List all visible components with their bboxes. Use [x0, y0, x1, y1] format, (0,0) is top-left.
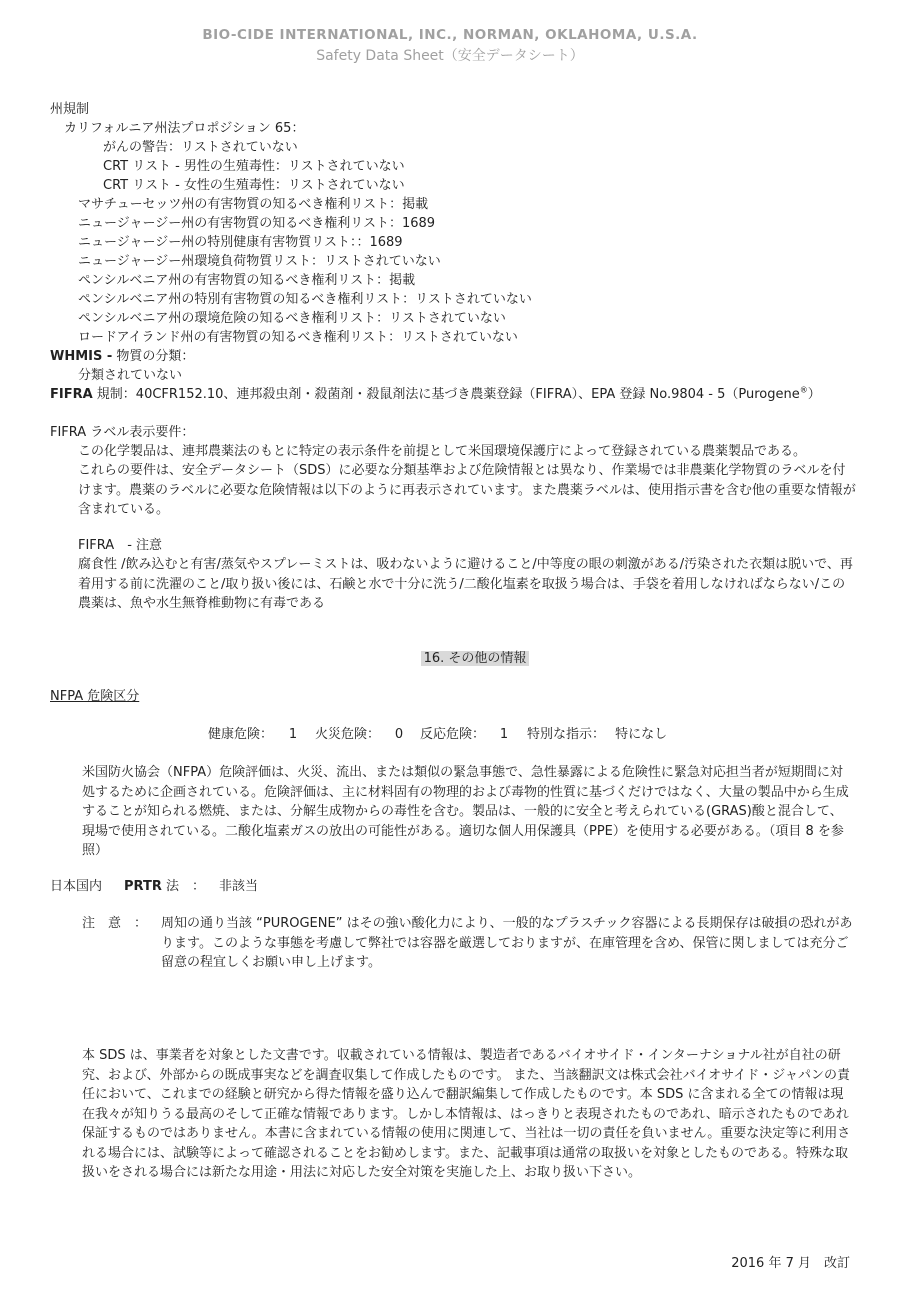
health-hazard-label: 健康危険：: [208, 727, 274, 742]
nfpa-ratings: [208, 725, 667, 744]
fifra-close: ）: [807, 387, 821, 402]
document-title: Safety Data Sheet（安全データシート）: [316, 48, 584, 64]
section-16-title: 16. その他の情報: [421, 651, 530, 666]
note-label: 注 意 ：: [82, 916, 148, 931]
reactivity-hazard-value: 1: [499, 727, 509, 742]
company-header: BIO-CIDE INTERNATIONAL, INC., NORMAN, OKLAHOMA, U.S.A.: [202, 27, 698, 43]
registered-mark: ®: [799, 385, 808, 395]
nfpa-description: 米国防火協会（NFPA）危険評価は、火災、流出、または類似の緊急事態で、急性暴露による危険性に緊急対応担当者が短期間に対処するために企画されている。危険評価は、主に材料固有の物理的および毒物的性質に基づくだけではなく、大量の製品中から生成することが知られる燃焼、または、分解生成物からの毒性を含む。製品は、一般的に安全と考えられている(GRAS)酸と混合して、現場で使用されている。二酸化塩素ガスの放出の可能性がある。適切な個人用保護具（PPE）を使用する必要がある。（項目 8 を参照）: [82, 765, 849, 858]
massachusetts-line: マサチューセッツ州の有害物質の知るべき権利リスト：掲載: [78, 197, 429, 212]
revision-date: 2016 年 7 月 改訂: [731, 1256, 850, 1271]
disclaimer-text: 本 SDS は、事業者を対象とした文書です。収載されている情報は、製造者であるバイオサイド・インターナショナル社が自社の研究、および、外部からの既成事実などを調査収集して作成したものです。 また、当該翻訳文は株式会社バイオサイド・ジャパンの責任において、これまでの経験と研究から得た情報を盛り込んで翻訳編集して作成したものです。本 SDS に含まれる全ての情報は現在我々が知りうる最高のそして正確な情報であります。しかし本情報は、はっきりと表現されたものであれ、暗示されたものであれ保証するものではありません。本書に含まれている情報の使用に関連して、当社は一切の責任を負いません。重要な決定等に利用される場合には、試験等によって確認されることをお勧めします。また、記載事項は通常の取扱いを対象としたものである。特殊な取扱いをされる場合には新たな用途・用法に対応した安全対策を実施した上、お取り扱い下さい。: [82, 1048, 851, 1180]
whmis-value: 分類されていない: [78, 368, 183, 383]
prtr-value: 非該当: [219, 879, 259, 894]
fifra-label-paragraph-1: この化学製品は、連邦農薬法のもとに特定の表示条件を前提として米国環境保護庁によって登録されている農薬製品である。: [78, 444, 807, 459]
special-instruction-label: 特別な指示：: [527, 727, 606, 742]
prtr-law: 法 ：: [161, 879, 205, 894]
new-jersey-line-1: ニュージャージー州の有害物質の知るべき権利リスト：1689: [78, 216, 436, 231]
state-regs-heading: 州規制: [50, 102, 90, 117]
fire-hazard-value: 0: [394, 727, 404, 742]
crt-male-line: CRT リスト - 男性の生殖毒性：リストされていない: [103, 159, 405, 174]
fifra-caution-text: 腐食性 /飲み込むと有害/蒸気やスプレーミストは、吸わないように避けること/中等度の眼の刺激がある/汚染された衣類は脱いで、再着用する前に洗濯のこと/取り扱い後には、石鹸と水で十分に洗う/二酸化塩素を取扱う場合は、手袋を着用しなければならない/この農薬は、魚や水生無脊椎動物に有毒である: [78, 557, 853, 611]
new-jersey-line-3: ニュージャージー州環境負荷物質リスト：リストされていない: [78, 254, 441, 269]
whmis-line: [50, 347, 194, 366]
fifra-caution-heading: FIFRA - 注意: [78, 538, 163, 553]
fifra-label-paragraph-2: これらの要件は、安全データシート（SDS）に必要な分類基準および危険情報とは異なり、作業場では非農薬化学物質のラベルを付けます。農薬のラベルに必要な危険情報は以下のように再表示されています。また農薬ラベルは、使用指示書を含む他の重要な情報が含まれている。: [78, 463, 856, 517]
special-instruction-value: 特になし: [615, 727, 668, 742]
prtr-label: PRTR: [124, 879, 162, 894]
new-jersey-line-2: ニュージャージー州の特別健康有害物質リスト：：1689: [78, 235, 403, 250]
whmis-label: WHMIS -: [50, 349, 113, 364]
whmis-text: 物質の分類：: [112, 349, 195, 364]
fire-hazard-label: 火災危険：: [315, 727, 381, 742]
nfpa-heading: NFPA 危険区分: [50, 689, 140, 704]
fifra-text: 規制：40CFR152.10、連邦殺虫剤・殺菌剤・殺鼠剤法に基づき農薬登録（FIFRA）、EPA 登録 No.9804 - 5（Purogene: [92, 387, 800, 402]
fifra-label: FIFRA: [50, 387, 93, 402]
fifra-label-heading: FIFRA ラベル表示要件：: [50, 425, 195, 440]
prop65-line: カリフォルニア州法プロポジション 65：: [64, 121, 305, 136]
rhode-island-line: ロードアイランド州の有害物質の知るべき権利リスト：リストされていない: [78, 330, 518, 345]
reactivity-hazard-label: 反応危険：: [420, 727, 486, 742]
pennsylvania-line-3: ペンシルベニア州の環境危険の知るべき権利リスト：リストされていない: [78, 311, 506, 326]
section-16-heading: [0, 649, 900, 668]
pennsylvania-line-2: ペンシルベニア州の特別有害物質の知るべき権利リスト：リストされていない: [78, 292, 532, 307]
health-hazard-value: 1: [288, 727, 298, 742]
fifra-line: [50, 385, 821, 404]
pennsylvania-line-1: ペンシルベニア州の有害物質の知るべき権利リスト：掲載: [78, 273, 416, 288]
crt-female-line: CRT リスト - 女性の生殖毒性：リストされていない: [103, 178, 405, 193]
note-text: 周知の通り当該 “PUROGENE” はその強い酸化力により、一般的なプラスチック容器による長期保存は破損の恐れがあります。このような事態を考慮して弊社では容器を厳選しておりますが、在庫管理を含め、保管に関しましては充分ご留意の程宜しくお願い申し上げます。: [161, 916, 853, 970]
prtr-prefix: 日本国内: [50, 879, 103, 894]
cancer-warning-line: がんの警告：リストされていない: [103, 140, 298, 155]
prtr-line: [50, 877, 258, 896]
